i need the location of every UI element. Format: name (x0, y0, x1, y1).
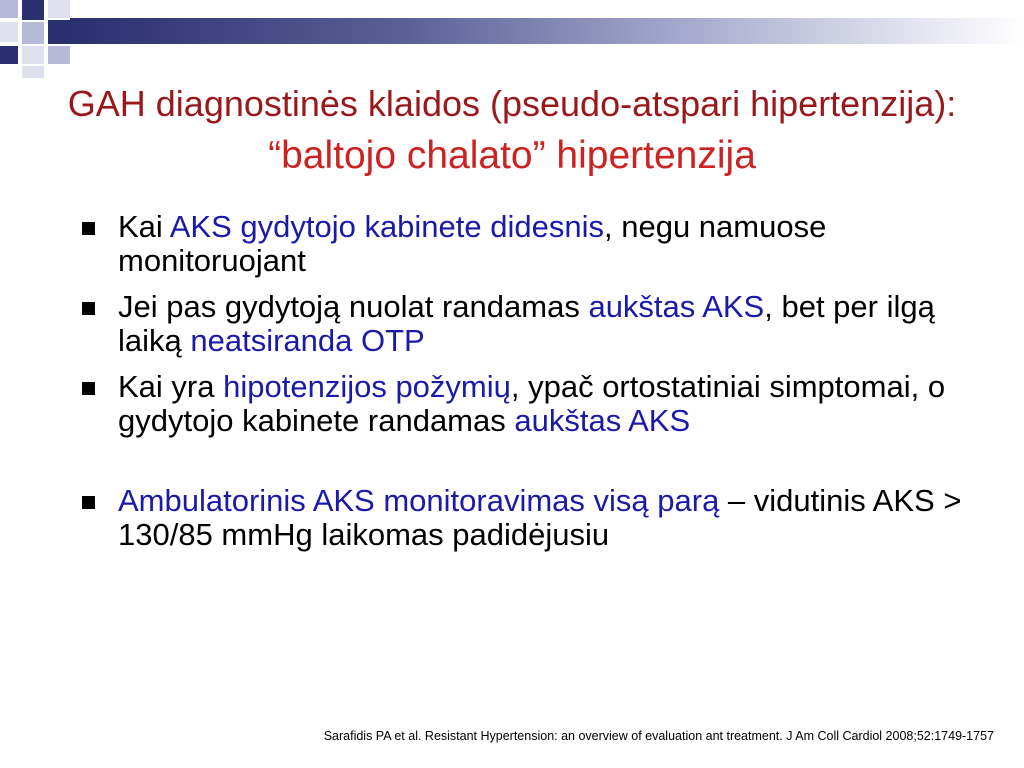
decor-square (48, 0, 70, 18)
decor-square (48, 20, 70, 44)
decor-square (22, 46, 44, 64)
highlight: aukštas AKS (588, 289, 765, 324)
decor-square (48, 46, 70, 64)
square-bullet-icon (82, 222, 95, 235)
square-bullet-icon (82, 496, 95, 509)
decor-square (0, 46, 18, 64)
header-gradient-bar (70, 18, 1024, 44)
decor-square (0, 0, 18, 18)
bullet-list (80, 210, 980, 564)
decor-square (22, 0, 44, 20)
highlight: hipotenzijos požymių (223, 369, 511, 404)
bullet-item: Kai AKS gydytojo kabinete didesnis, negu namuose monitoruojant (80, 210, 980, 278)
decor-square (22, 66, 44, 78)
reference-citation: Sarafidis PA et al. Resistant Hypertension: an overview of evaluation ant treatment. J Am Coll Cardiol 2008;52:1749-1757 (323, 729, 994, 743)
highlight: neatsiranda OTP (190, 323, 425, 358)
decor-square (22, 22, 44, 44)
highlight: aukštas AKS (514, 403, 691, 438)
slide-title (30, 78, 994, 182)
title-part2: “baltojo chalato” hipertenzija (268, 134, 756, 177)
bullet-item: Jei pas gydytoją nuolat randamas aukštas AKS, bet per ilgą laiką neatsiranda OTP (80, 290, 980, 358)
decor-square (0, 22, 18, 42)
highlight: Ambulatorinis AKS monitoravimas visą parą (118, 483, 720, 518)
bullet-item: Kai yra hipotenzijos požymių, ypač ortostatiniai simptomai, o gydytojo kabinete randamas aukštas AKS (80, 370, 980, 438)
square-bullet-icon (82, 302, 95, 315)
title-part1: GAH diagnostinės klaidos (pseudo-atspari hipertenzija): (67, 83, 957, 124)
square-bullet-icon (82, 382, 95, 395)
highlight: AKS gydytojo kabinete didesnis (169, 209, 604, 244)
bullet-item: Ambulatorinis AKS monitoravimas visą parą – vidutinis AKS > 130/85 mmHg laikomas padidėjusiu (80, 484, 980, 552)
